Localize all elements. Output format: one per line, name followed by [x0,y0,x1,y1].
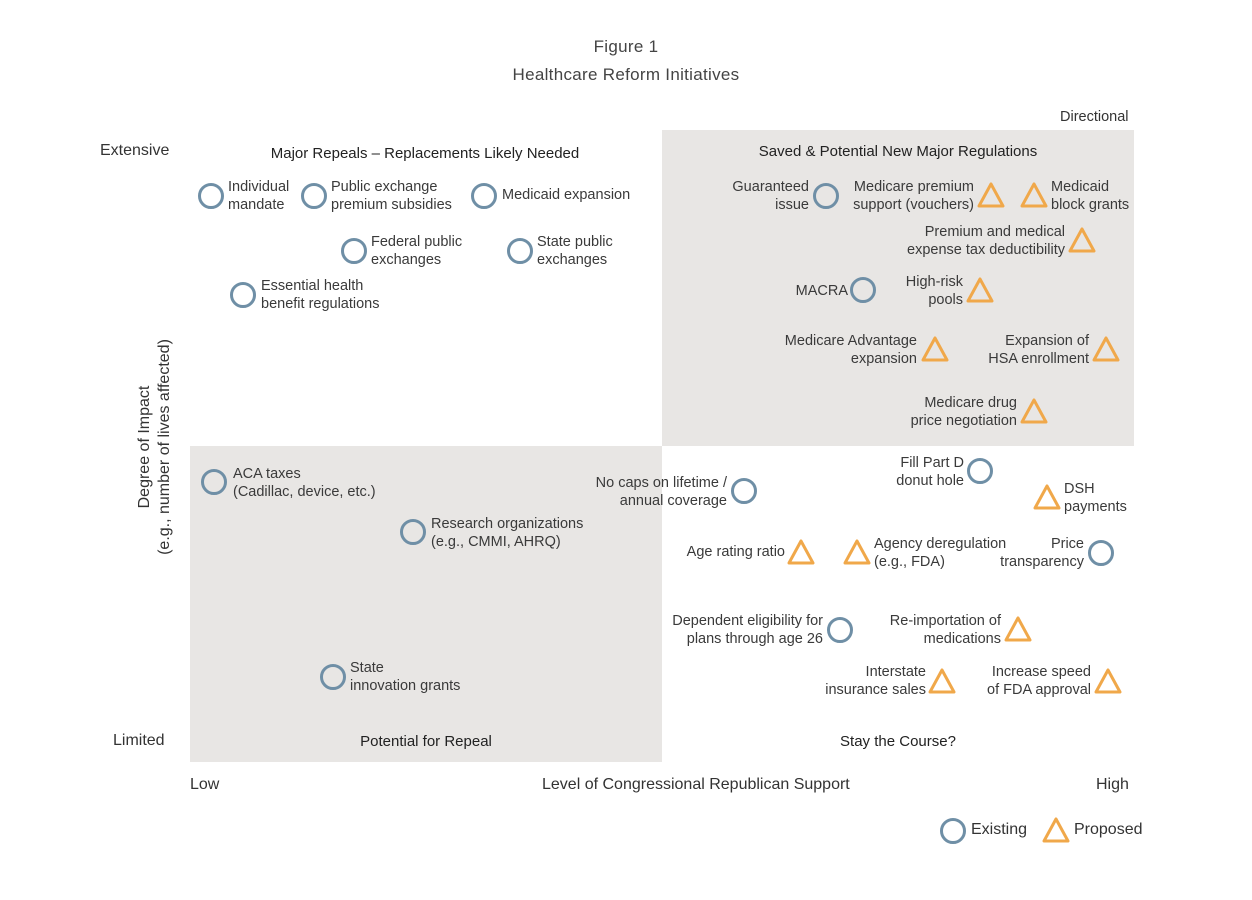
item-label-high-risk-pools: High-risk pools [905,274,963,308]
existing-marker-icon [201,469,227,495]
legend-proposed-label: Proposed [1074,821,1143,838]
quadrant-label-bottom-right: Stay the Course? [840,733,956,750]
existing-marker-icon [827,617,853,643]
item-label-state-innovation-grants: State innovation grants [350,660,461,694]
y-axis-bottom-label: Limited [113,732,165,749]
y-axis-title-line1: Degree of Impact [136,385,153,509]
existing-marker-icon [1088,540,1114,566]
quadrant-label-top-right: Saved & Potential New Major Regulations [758,143,1038,160]
item-label-guaranteed-issue: Guaranteed issue [732,179,809,213]
item-label-fill-part-d: Fill Part D donut hole [896,455,964,489]
existing-marker-icon [731,478,757,504]
x-axis-title: Level of Congressional Republican Support [542,776,850,793]
item-label-aca-taxes: ACA taxes (Cadillac, device, etc.) [233,466,376,500]
quadrant-label-bottom-left: Potential for Repeal [360,733,492,750]
item-label-macra: MACRA [795,283,848,299]
item-label-essential-health-benefit: Essential health benefit regulations [261,278,380,312]
item-label-public-exchange-subsidies: Public exchange premium subsidies [331,179,452,213]
figure-subtitle: Healthcare Reform Initiatives [512,65,740,84]
proposed-marker-icon [920,335,950,363]
existing-marker-icon [230,282,256,308]
existing-marker-icon [967,458,993,484]
existing-marker-icon [301,183,327,209]
item-label-reimportation: Re-importation of medications [889,613,1001,647]
item-label-no-caps: No caps on lifetime / annual coverage [595,475,727,509]
existing-marker-icon [850,277,876,303]
item-label-hsa-enrollment: Expansion of HSA enrollment [988,333,1089,367]
proposed-marker-icon [1003,615,1033,643]
item-label-interstate-sales: Interstate insurance sales [825,664,926,698]
item-label-dsh-payments: DSH payments [1064,481,1127,515]
corner-label-directional: Directional [1060,109,1129,125]
legend-existing-icon [940,818,966,844]
legend-proposed-icon [1041,816,1071,844]
legend-existing-label: Existing [971,821,1028,838]
item-label-research-orgs: Research organizations (e.g., CMMI, AHRQ) [431,516,584,550]
item-label-federal-public-exchanges: Federal public exchanges [371,234,463,268]
proposed-marker-icon [1067,226,1097,254]
y-axis-top-label: Extensive [100,142,170,159]
proposed-marker-icon [842,538,872,566]
proposed-marker-icon [976,181,1006,209]
item-label-medicaid-expansion: Medicaid expansion [502,187,631,203]
proposed-marker-icon [1093,667,1123,695]
proposed-marker-icon [1032,483,1062,511]
existing-marker-icon [341,238,367,264]
item-label-medicaid-block-grants: Medicaid block grants [1051,179,1130,213]
proposed-marker-icon [1019,397,1049,425]
existing-marker-icon [471,183,497,209]
y-axis-title [135,297,175,597]
existing-marker-icon [507,238,533,264]
existing-marker-icon [198,183,224,209]
item-label-fda-approval-speed: Increase speed of FDA approval [987,664,1091,698]
quadrant-label-top-left: Major Repeals – Replacements Likely Needed [270,145,580,162]
item-label-medicare-drug-price: Medicare drug price negotiation [910,395,1017,429]
y-axis-title-line2: (e.g., number of lives affected) [156,339,173,555]
proposed-marker-icon [965,276,995,304]
item-label-dependent-eligibility: Dependent eligibility for plans through age 26 [672,613,823,647]
existing-marker-icon [320,664,346,690]
item-label-individual-mandate: Individual mandate [228,179,290,213]
item-label-medicare-premium-support: Medicare premium support (vouchers) [853,179,974,213]
existing-marker-icon [400,519,426,545]
proposed-marker-icon [1091,335,1121,363]
x-axis-low-label: Low [190,776,220,793]
item-label-premium-tax-deductibility: Premium and medical expense tax deductibility [907,224,1065,258]
item-label-medicare-advantage: Medicare Advantage expansion [784,333,917,367]
proposed-marker-icon [1019,181,1049,209]
item-label-age-rating-ratio: Age rating ratio [686,544,785,560]
item-label-price-transparency: Price transparency [1000,536,1084,570]
figure-title: Figure 1 [593,37,659,56]
proposed-marker-icon [927,667,957,695]
x-axis-high-label: High [1096,776,1129,793]
item-label-agency-deregulation: Agency deregulation (e.g., FDA) [874,536,1007,570]
item-label-state-public-exchanges: State public exchanges [537,234,613,268]
proposed-marker-icon [786,538,816,566]
